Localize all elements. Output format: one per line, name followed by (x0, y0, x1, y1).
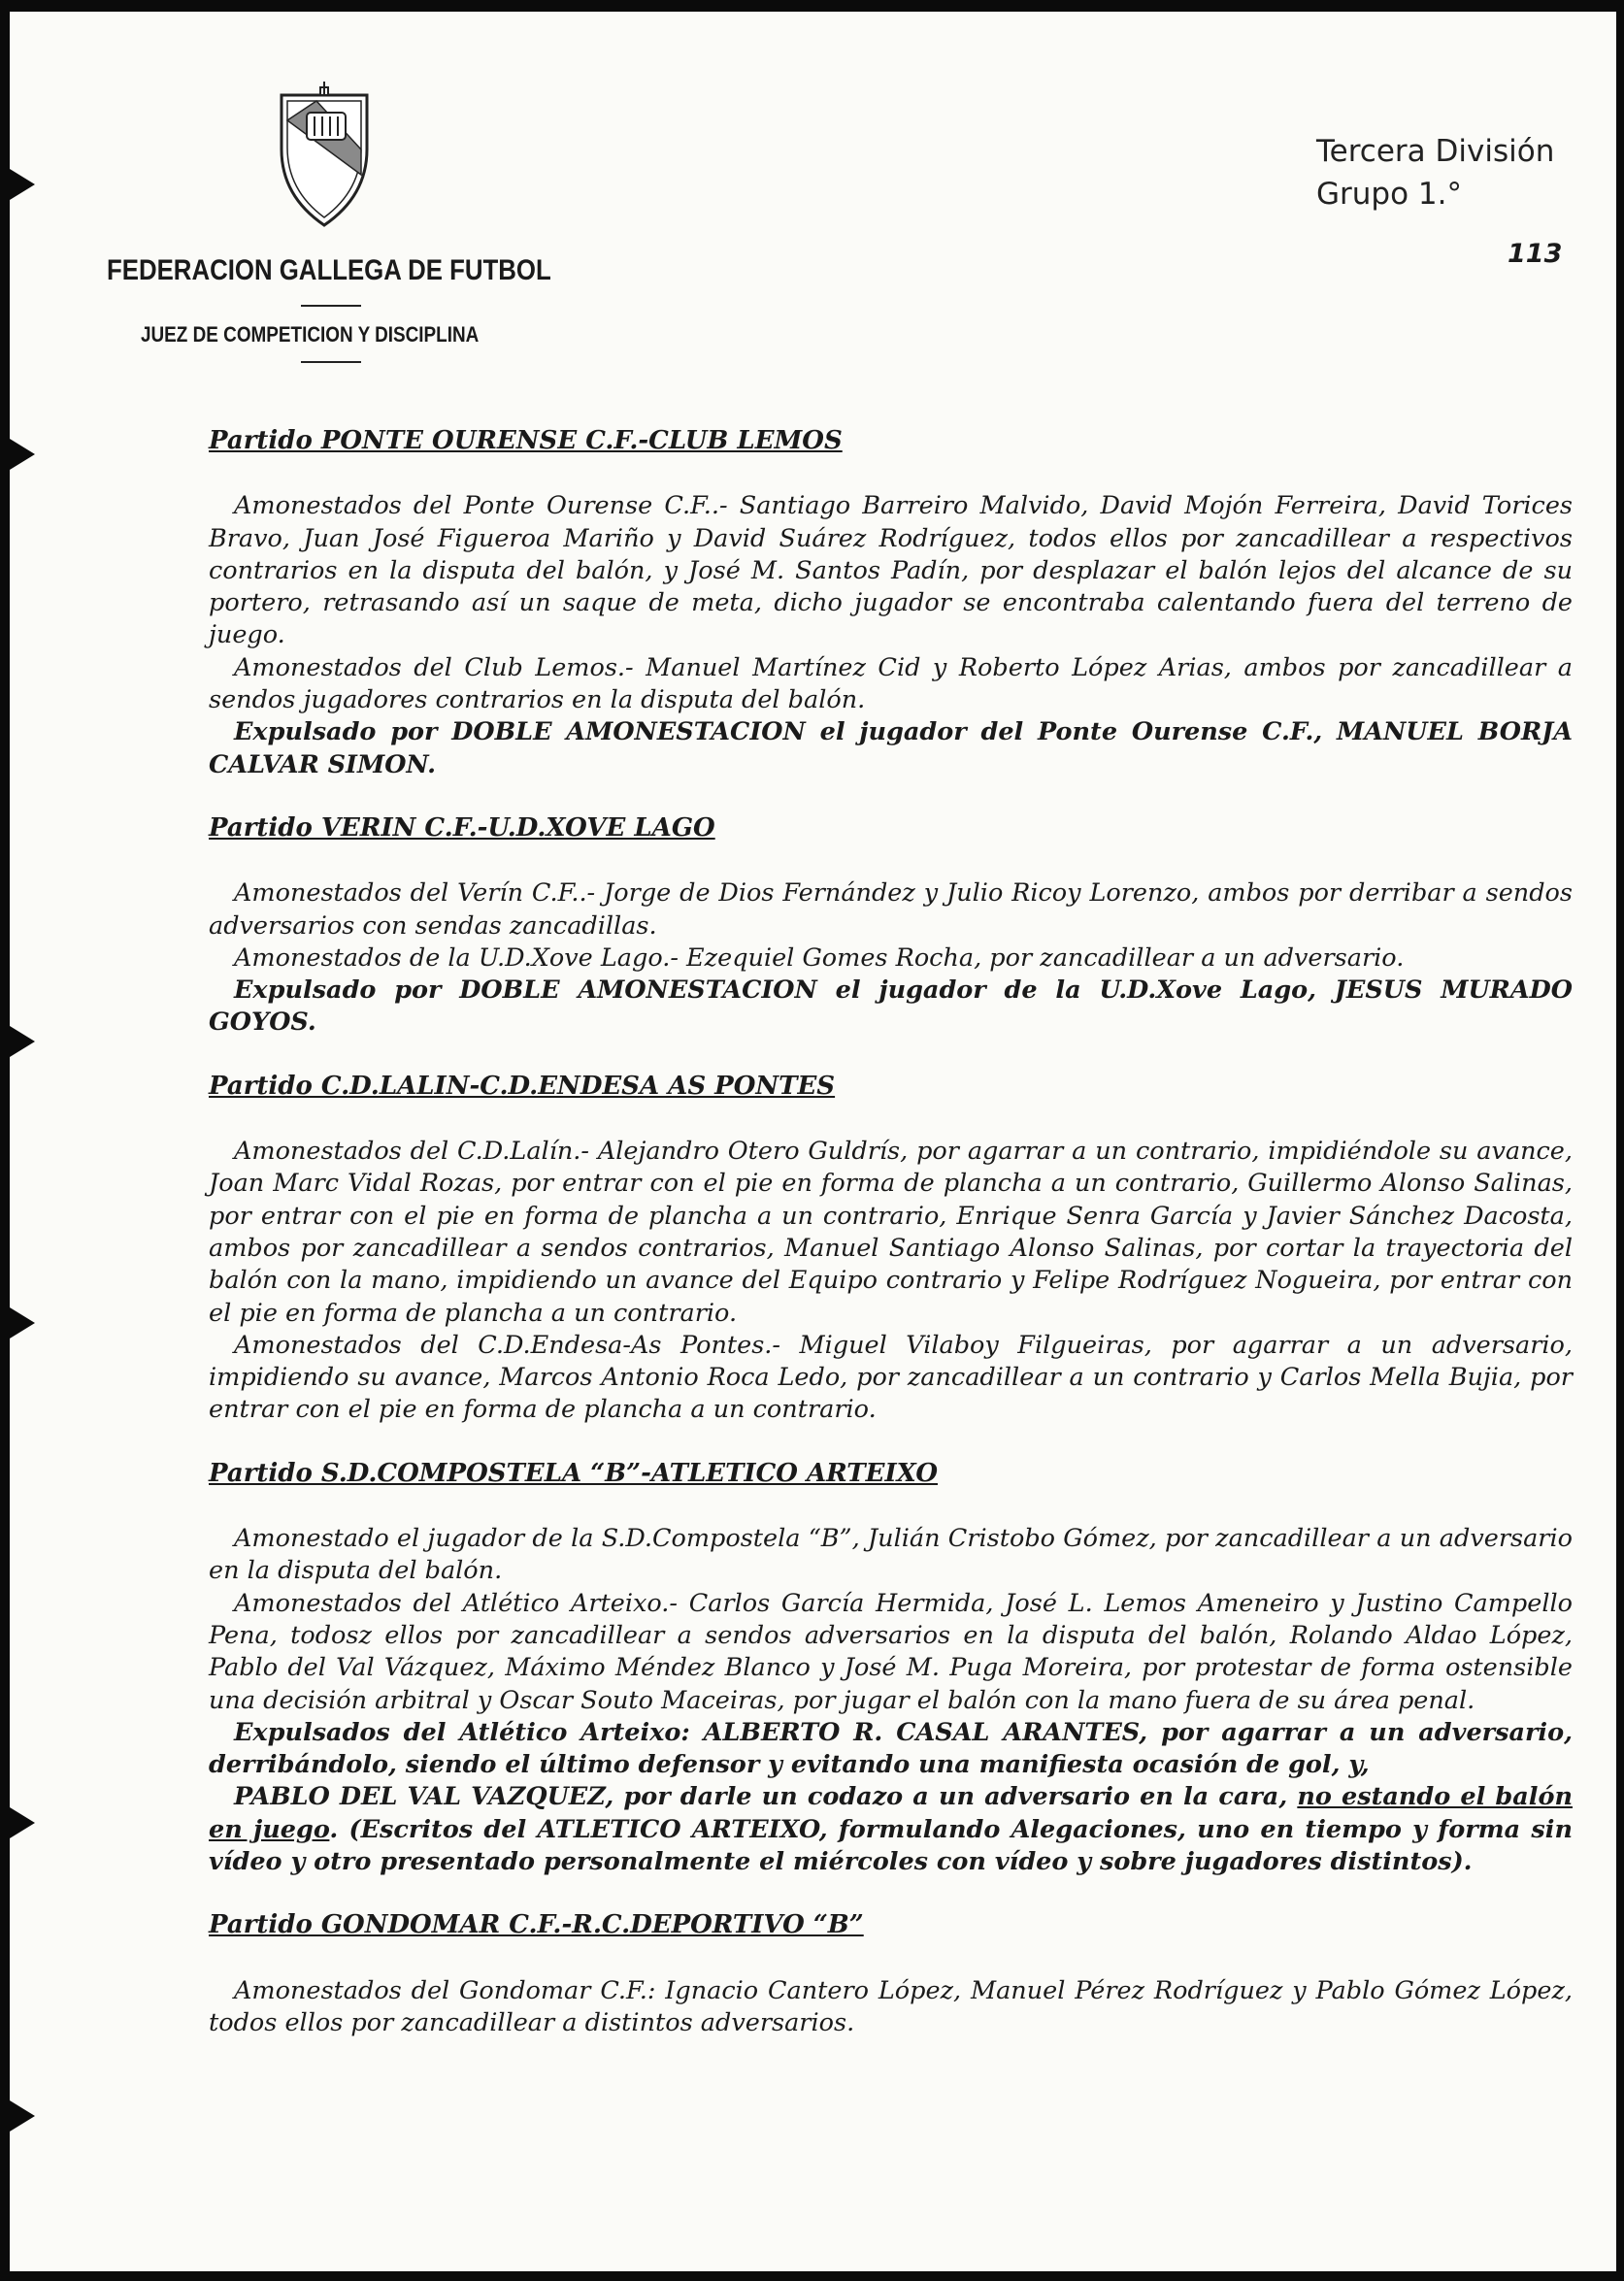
paragraph: Amonestados del Atlético Arteixo.- Carlos García Hermida, José L. Lemos Ameneiro y Justino Campello Pena, todosz ellos por zancadillear a sendos adversarios en la disputa del balón, Rolando Aldao López, Pablo del Val Vázquez, Máximo Méndez Blanco y José M. Puga Moreira, por protestar de forma ostensible una decisión arbitral y Oscar Souto Maceiras, por jugar el balón con la mano fuera de su área penal. (209, 1588, 1573, 1715)
scan-edge-notch (10, 169, 35, 200)
scan-edge-notch (10, 1307, 35, 1339)
match-report (209, 1909, 1573, 2039)
paragraph: Amonestados del Verín C.F..- Jorge de Dios Fernández y Julio Ricoy Lorenzo, ambos por derribar a sendos adversarios con sendas zancadillas. (209, 878, 1573, 941)
scan-edge-notch (10, 2100, 35, 2132)
division-name: Tercera División (1316, 134, 1555, 169)
paragraph: Amonestados del Club Lemos.- Manuel Martínez Cid y Roberto López Arias, ambos por zancadillear a sendos jugadores contrarios en la disputa del balón. (209, 652, 1573, 715)
paragraph: Amonestados del C.D.Endesa-As Pontes.- Miguel Vilaboy Filgueiras, por agarrar a un adversario, impidiendo su avance, Marcos Antonio Roca Ledo, por zancadillear a un contrario y Carlos Mella Bujia, por entrar con el pie en forma de plancha a un contrario. (209, 1330, 1573, 1425)
expulsion-text: PABLO DEL VAL VAZQUEZ, por darle un codazo a un adversario en la cara, (234, 1782, 1298, 1812)
document-page (10, 12, 1616, 2271)
scan-edge-notch (10, 1807, 35, 1838)
paragraph: Amonestado el jugador de la S.D.Compostela “B”, Julián Cristobo Gómez, por zancadillear a un adversario en la disputa del balón. (209, 1524, 1573, 1586)
match-report (209, 1071, 1573, 1427)
expulsion-note: Expulsados del Atlético Arteixo: ALBERTO R. CASAL ARANTES, por agarrar a un adversario, derribándolo, siendo el último defensor y evitando una manifiesta ocasión de gol, y, (209, 1717, 1573, 1780)
scan-edge-notch (10, 1026, 35, 1057)
paragraph: Amonestados del Ponte Ourense C.F..- Santiago Barreiro Malvido, David Mojón Ferreira, David Torices Bravo, Juan José Figueroa Mariño y David Suárez Rodríguez, todos ellos por zancadillear a respectivos contrarios en la disputa del balón, y José M. Santos Padín, por desplazar el balón lejos del alcance de su portero, retrasando así un saque de meta, dicho jugador se encontraba calentando fuera del terreno de juego. (209, 491, 1573, 650)
division-label (1316, 130, 1554, 215)
match-title: Partido C.D.LALIN-C.D.ENDESA AS PONTES (209, 1071, 836, 1101)
match-title: Partido S.D.COMPOSTELA “B”-ATLETICO ARTEIXO (209, 1458, 938, 1488)
match-title: Partido VERIN C.F.-U.D.XOVE LAGO (209, 812, 715, 843)
expulsion-note: Expulsado por DOBLE AMONESTACION el jugador del Ponte Ourense C.F., MANUEL BORJA CALVAR SIMON. (209, 717, 1573, 779)
page-number: 113 (1508, 239, 1563, 269)
divider (301, 361, 361, 363)
organization-subtitle: JUEZ DE COMPETICION Y DISCIPLINA (141, 322, 480, 347)
paragraph: Amonestados del Gondomar C.F.: Ignacio Cantero López, Manuel Pérez Rodríguez y Pablo Gómez López, todos ellos por zancadillear a distintos adversarios. (209, 1975, 1573, 2037)
expulsion-note (209, 1781, 1573, 1878)
match-reports (209, 425, 1573, 2070)
group-name: Grupo 1.° (1316, 177, 1462, 212)
organization-name: FEDERACION GALLEGA DE FUTBOL (107, 254, 551, 286)
match-report (209, 1458, 1573, 1879)
paragraph: Amonestados de la U.D.Xove Lago.- Ezequiel Gomes Rocha, por zancadillear a un adversario. (234, 942, 1405, 973)
underlined-text: no estando el balón en juego (209, 1782, 1573, 1844)
divider (301, 305, 361, 307)
match-title: Partido PONTE OURENSE C.F.-CLUB LEMOS (209, 426, 843, 455)
scan-edge-notch (10, 439, 35, 470)
expulsion-text: . (Escritos del ATLETICO ARTEIXO, formulando Alegaciones, uno en tiempo y forma sin vídeo y otro presentado personalmente el miércoles con vídeo y sobre jugadores distintos). (209, 1814, 1573, 1876)
expulsion-note: Expulsado por DOBLE AMONESTACION el jugador de la U.D.Xove Lago, JESUS MURADO GOYOS. (209, 975, 1573, 1038)
match-title: Partido GONDOMAR C.F.-R.C.DEPORTIVO “B” (209, 1910, 864, 1940)
paragraph: Amonestados del C.D.Lalín.- Alejandro Otero Guldrís, por agarrar a un contrario, impidiéndole su avance, Joan Marc Vidal Rozas, por entrar con el pie en forma de plancha a un contrario, Guillermo Alonso Salinas, por entrar con el pie en forma de plancha a un contrario, Enrique Senra García y Javier Sánchez Dacosta, ambos por zancadillear a sendos contrarios, Manuel Santiago Alonso Salinas, por cortar la trayectoria del balón con la mano, impidiendo un avance del Equipo contrario y Felipe Rodríguez Nogueira, por entrar con el pie en forma de plancha a un contrario. (209, 1137, 1573, 1328)
match-report (209, 812, 1573, 1040)
federation-crest-icon (278, 82, 371, 229)
match-report (209, 425, 1573, 781)
